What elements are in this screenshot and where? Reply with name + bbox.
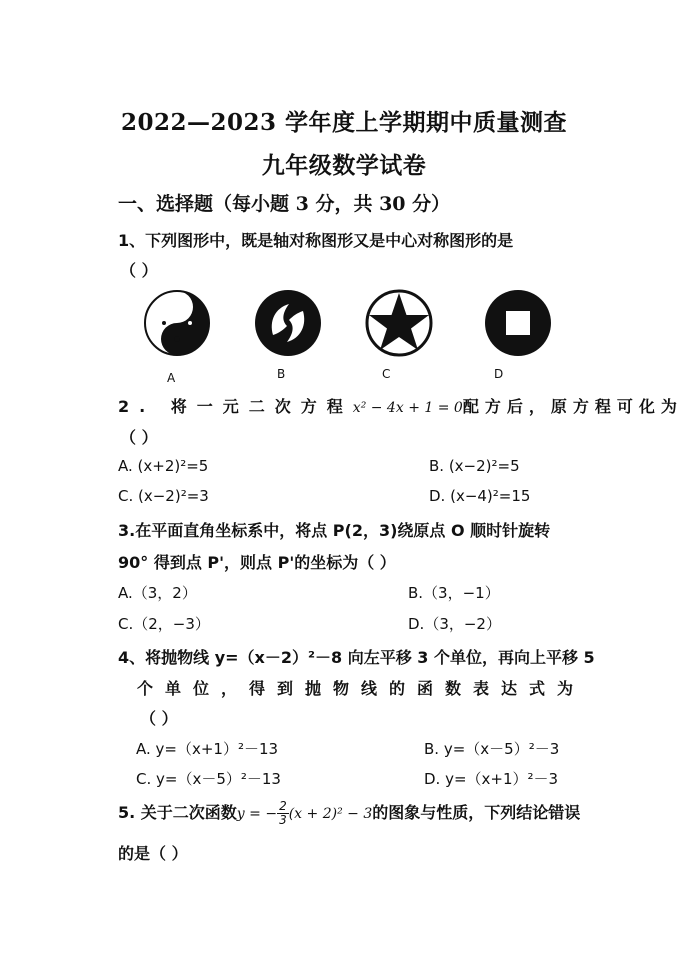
q5-stem-line1 xyxy=(118,800,580,827)
q3-stem-line2: 90° 得到点 P'，则点 P'的坐标为（ ） xyxy=(118,553,396,572)
q5-suffix: 的图象与性质，下列结论错误 xyxy=(372,803,581,822)
figure-label-d: D xyxy=(494,367,504,381)
q2-stem xyxy=(118,394,683,417)
figure-label-a: A xyxy=(167,371,176,385)
q4-answer-paren: （ ） xyxy=(140,709,178,728)
q2-suffix: 配方后，原方程可化为 xyxy=(462,397,683,416)
exam-subtitle: 九年级数学试卷 xyxy=(261,152,427,179)
q5-eq-lhs: y = − xyxy=(236,806,278,822)
exam-title: 2022—2023 学年度上学期期中质量测查 xyxy=(120,109,568,136)
q5-frac-den: 3 xyxy=(279,813,287,827)
q3-stem-line1: 3.在平面直角坐标系中，将点 P(2，3)绕原点 O 顺时针旋转 xyxy=(118,521,551,540)
q1-answer-paren: （ ） xyxy=(120,261,158,280)
q3-option-b: B.（3，−1） xyxy=(408,584,500,602)
q4-option-d: D. y=（x+1）²－3 xyxy=(424,770,559,788)
q3-option-c: C.（2，−3） xyxy=(118,615,210,633)
figure-label-c: C xyxy=(382,367,391,381)
q4-stem-line1: 4、将抛物线 y=（x－2）²－8 向左平移 3 个单位，再向上平移 5 xyxy=(118,648,595,667)
q5-frac-num: 2 xyxy=(279,799,287,813)
yin-yang-icon xyxy=(142,288,212,358)
q2-option-a: A. (x+2)²=5 xyxy=(118,457,209,475)
q4-option-b: B. y=（x－5）²－3 xyxy=(424,740,560,758)
q5-stem-line2: 的是（ ） xyxy=(118,844,188,863)
section-heading: 一、选择题（每小题 3 分，共 30 分） xyxy=(118,193,451,215)
swirl-circle-icon xyxy=(253,288,323,358)
star-circle-icon xyxy=(364,288,434,358)
q4-option-a: A. y=（x+1）²－13 xyxy=(136,740,279,758)
q1-stem: 1、下列图形中，既是轴对称图形又是中心对称图形的是 xyxy=(118,231,514,250)
q5-prefix: 5. 关于二次函数 xyxy=(118,803,237,822)
q2-option-c: C. (x−2)²=3 xyxy=(118,487,209,505)
q3-option-d: D.（3，−2） xyxy=(408,615,501,633)
q2-equation: x² − 4x + 1 = 0 xyxy=(352,400,463,416)
q4-stem-line2: 个单位，得到抛物线的函数表达式为 xyxy=(137,679,586,698)
square-circle-icon xyxy=(483,288,553,358)
q4-option-c: C. y=（x－5）²－13 xyxy=(136,770,281,788)
q3-option-a: A.（3，2） xyxy=(118,584,197,602)
q2-answer-paren: （ ） xyxy=(120,428,158,447)
figure-label-b: B xyxy=(277,367,286,381)
q2-prefix: 2. 将一元二次方程 xyxy=(118,397,353,416)
q2-option-d: D. (x−4)²=15 xyxy=(429,487,531,505)
q5-fraction xyxy=(277,800,289,827)
q2-option-b: B. (x−2)²=5 xyxy=(429,457,520,475)
q5-eq-rhs: (x + 2)² − 3 xyxy=(288,806,373,822)
